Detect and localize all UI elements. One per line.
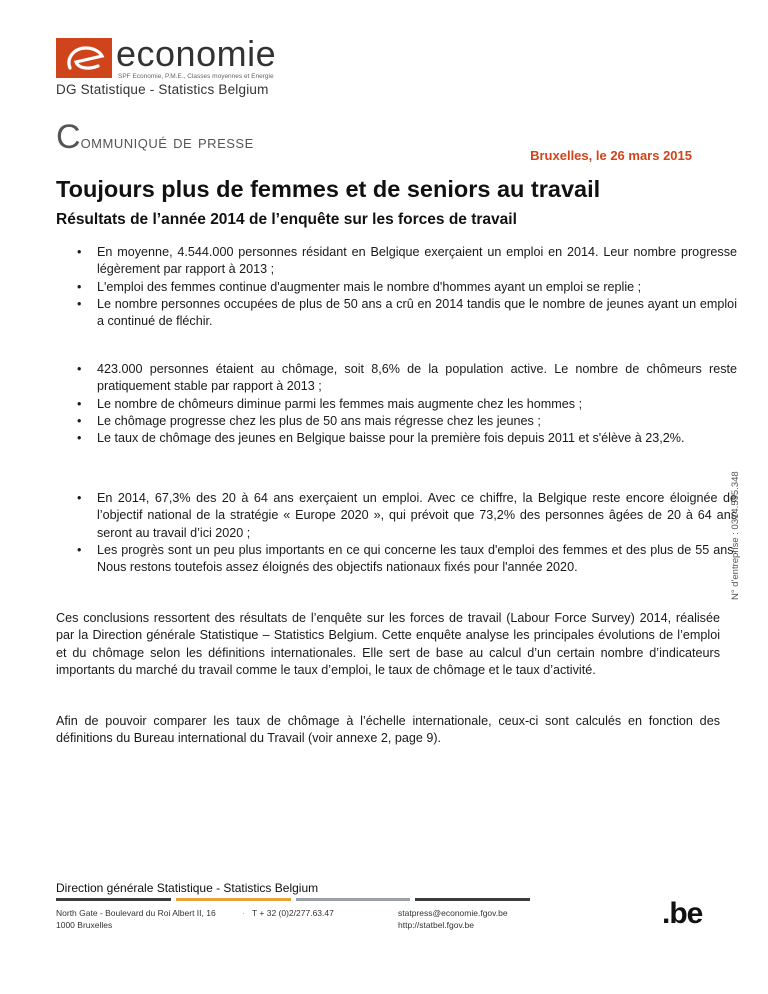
list-item: • Le taux de chômage des jeunes en Belgique baisse pour la première fois depuis 2011 et s'élève à 23,2%. [97,430,737,447]
list-item: • En moyenne, 4.544.000 personnes résidant en Belgique exerçaient un emploi en 2014. Leur nombre progresse légèrement par rapport à 2013 ; [97,244,737,279]
paragraph-conclusions: Ces conclusions ressortent des résultats de l’enquête sur les forces de travail (Labour Force Survey) 2014, réalisée par la Direction générale Statistique – Statistics Belgium. Cette enquête analyse les principales évolutions de l’emploi et du chômage selon les définitions internationales. Elle sert de base au calcul d’un certain nombre d’indicateurs importants du marché du travail comme le taux d’emploi, le taux de chômage et le taux d’activité. [56,611,720,677]
logo-tagline: SPF Economie, P.M.E., Classes moyennes et Energie [118,73,274,80]
footer-bar [56,898,171,901]
logo-dg-statistique: DG Statistique - Statistics Belgium [56,82,269,97]
list-item: • Le nombre personnes occupées de plus de 50 ans a crû en 2014 tandis que le nombre de jeunes ayant un emploi a continué de fléchir. [97,296,737,331]
communique-rest: ommuniqué de presse [80,132,254,153]
economie-logo-mark-icon [56,38,112,78]
footer-phone: T + 32 (0)2/277.63.47 [252,908,334,918]
bullet-list-employment [77,244,737,330]
economie-logo [56,33,296,102]
footer-bar [176,898,291,901]
footer-email-link[interactable]: statpress@economie.fgov.be [398,908,508,918]
list-item: • En 2014, 67,3% des 20 à 64 ans exerçaient un emploi. Avec ce chiffre, la Belgique reste encore éloignée de l’objectif national de la stratégie « Europe 2020 », qui prévoit que 73,2% des personnes âgées de 20 à 64 ans seront au travail d’ici 2020 ; [97,490,737,542]
list-item: • Le chômage progresse chez les plus de 50 ans mais régresse chez les jeunes ; [97,413,737,430]
bullet-list-unemployment [77,361,737,447]
footer-separator: · [242,908,245,918]
be-logo: .be [662,897,703,930]
footer-address-line: North Gate - Boulevard du Roi Albert II, 16 [56,908,216,918]
footer-contact [398,907,508,931]
list-item: • Le nombre de chômeurs diminue parmi les femmes mais augmente chez les hommes ; [97,396,737,413]
press-date: Bruxelles, le 26 mars 2015 [530,148,692,163]
page-title: Toujours plus de femmes et de seniors au travail [56,176,601,202]
list-item: • Les progrès sont un peu plus importants en ce qui concerne les taux d'emploi des femmes et des plus de 55 ans. Nous restons toutefois assez éloignés des objectifs nationaux fixés pour l'année 2020. [97,542,737,577]
footer-color-bars [56,898,530,901]
list-item: • 423.000 personnes étaient au chômage, soit 8,6% de la population active. Le nombre de chômeurs reste pratiquement stable par rapport à 2013 ; [97,361,737,396]
footer-address [56,907,216,931]
company-number-vertical: N° d'entreprise : 0314.595.348 [730,471,741,600]
footer-bar [415,898,530,901]
list-item: • L'emploi des femmes continue d'augmenter mais le nombre d'hommes ayant un emploi se replie ; [97,279,737,296]
footer-title: Direction générale Statistique - Statistics Belgium [56,881,319,895]
paragraph-definitions: Afin de pouvoir comparer les taux de chômage à l’échelle internationale, ceux-ci sont calculés en fonction des définitions du Bureau international du Travail (voir annexe 2, page 9). [56,714,720,746]
page-subtitle: Résultats de l’année 2014 de l’enquête sur les forces de travail [56,211,517,228]
communique-heading [56,118,254,157]
logo-wordmark: economie [116,33,277,74]
footer-address-line: 1000 Bruxelles [56,920,113,930]
footer-website-link[interactable]: http://statbel.fgov.be [398,920,474,930]
bullet-list-employment-rate [77,490,737,576]
footer-bar [296,898,411,901]
communique-initial: C [56,118,81,156]
